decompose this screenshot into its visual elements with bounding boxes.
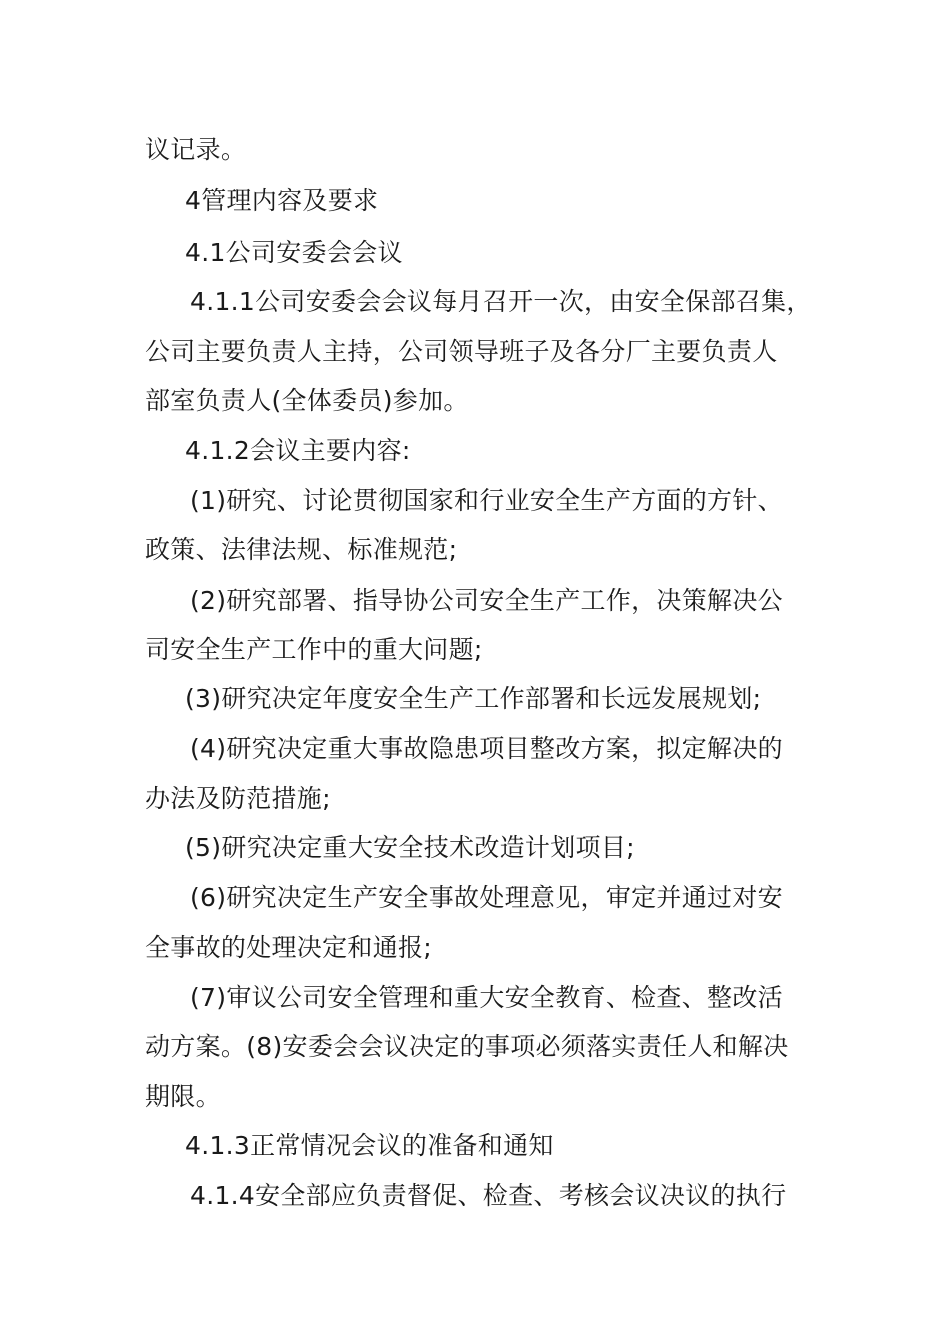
list-item: (4)研究决定重大事故隐患项目整改方案，拟定解决的: [190, 734, 783, 763]
text-line: 动方案。(8)安委会会议决定的事项必须落实责任人和解决: [145, 1032, 789, 1061]
text-line: 全事故的处理决定和通报;: [145, 933, 433, 962]
text-line: 4.1.2会议主要内容:: [185, 436, 411, 465]
subsection-heading: 4.1.3正常情况会议的准备和通知: [185, 1131, 554, 1160]
subsection-heading: 4.1公司安委会会议: [185, 238, 403, 267]
text-line: 政策、法律法规、标准规范;: [145, 535, 458, 564]
text-line: 4.1.1公司安委会会议每月召开一次，由安全保部召集，: [190, 287, 812, 316]
text-line: 4.1.4安全部应负责督促、检查、考核会议决议的执行: [190, 1181, 787, 1210]
text-line: 期限。: [145, 1082, 221, 1111]
text-line: 公司主要负责人主持，公司领导班子及各分厂主要负责人: [145, 337, 778, 366]
text-line: 议记录。: [145, 135, 247, 164]
list-item: (7)审议公司安全管理和重大安全教育、检查、整改活: [190, 983, 783, 1012]
text-line: 司安全生产工作中的重大问题;: [145, 635, 483, 664]
list-item: (5)研究决定重大安全技术改造计划项目;: [185, 833, 635, 862]
list-item: (6)研究决定生产安全事故处理意见，审定并通过对安: [190, 883, 783, 912]
list-item: (1)研究、讨论贯彻国家和行业安全生产方面的方针、: [190, 486, 783, 515]
text-line: 部室负责人(全体委员)参加。: [145, 386, 469, 415]
list-item: (2)研究部署、指导协公司安全生产工作，决策解决公: [190, 586, 783, 615]
list-item: (3)研究决定年度安全生产工作部署和长远发展规划;: [185, 684, 762, 713]
text-line: 办法及防范措施;: [145, 784, 331, 813]
section-heading: 4管理内容及要求: [185, 186, 379, 215]
